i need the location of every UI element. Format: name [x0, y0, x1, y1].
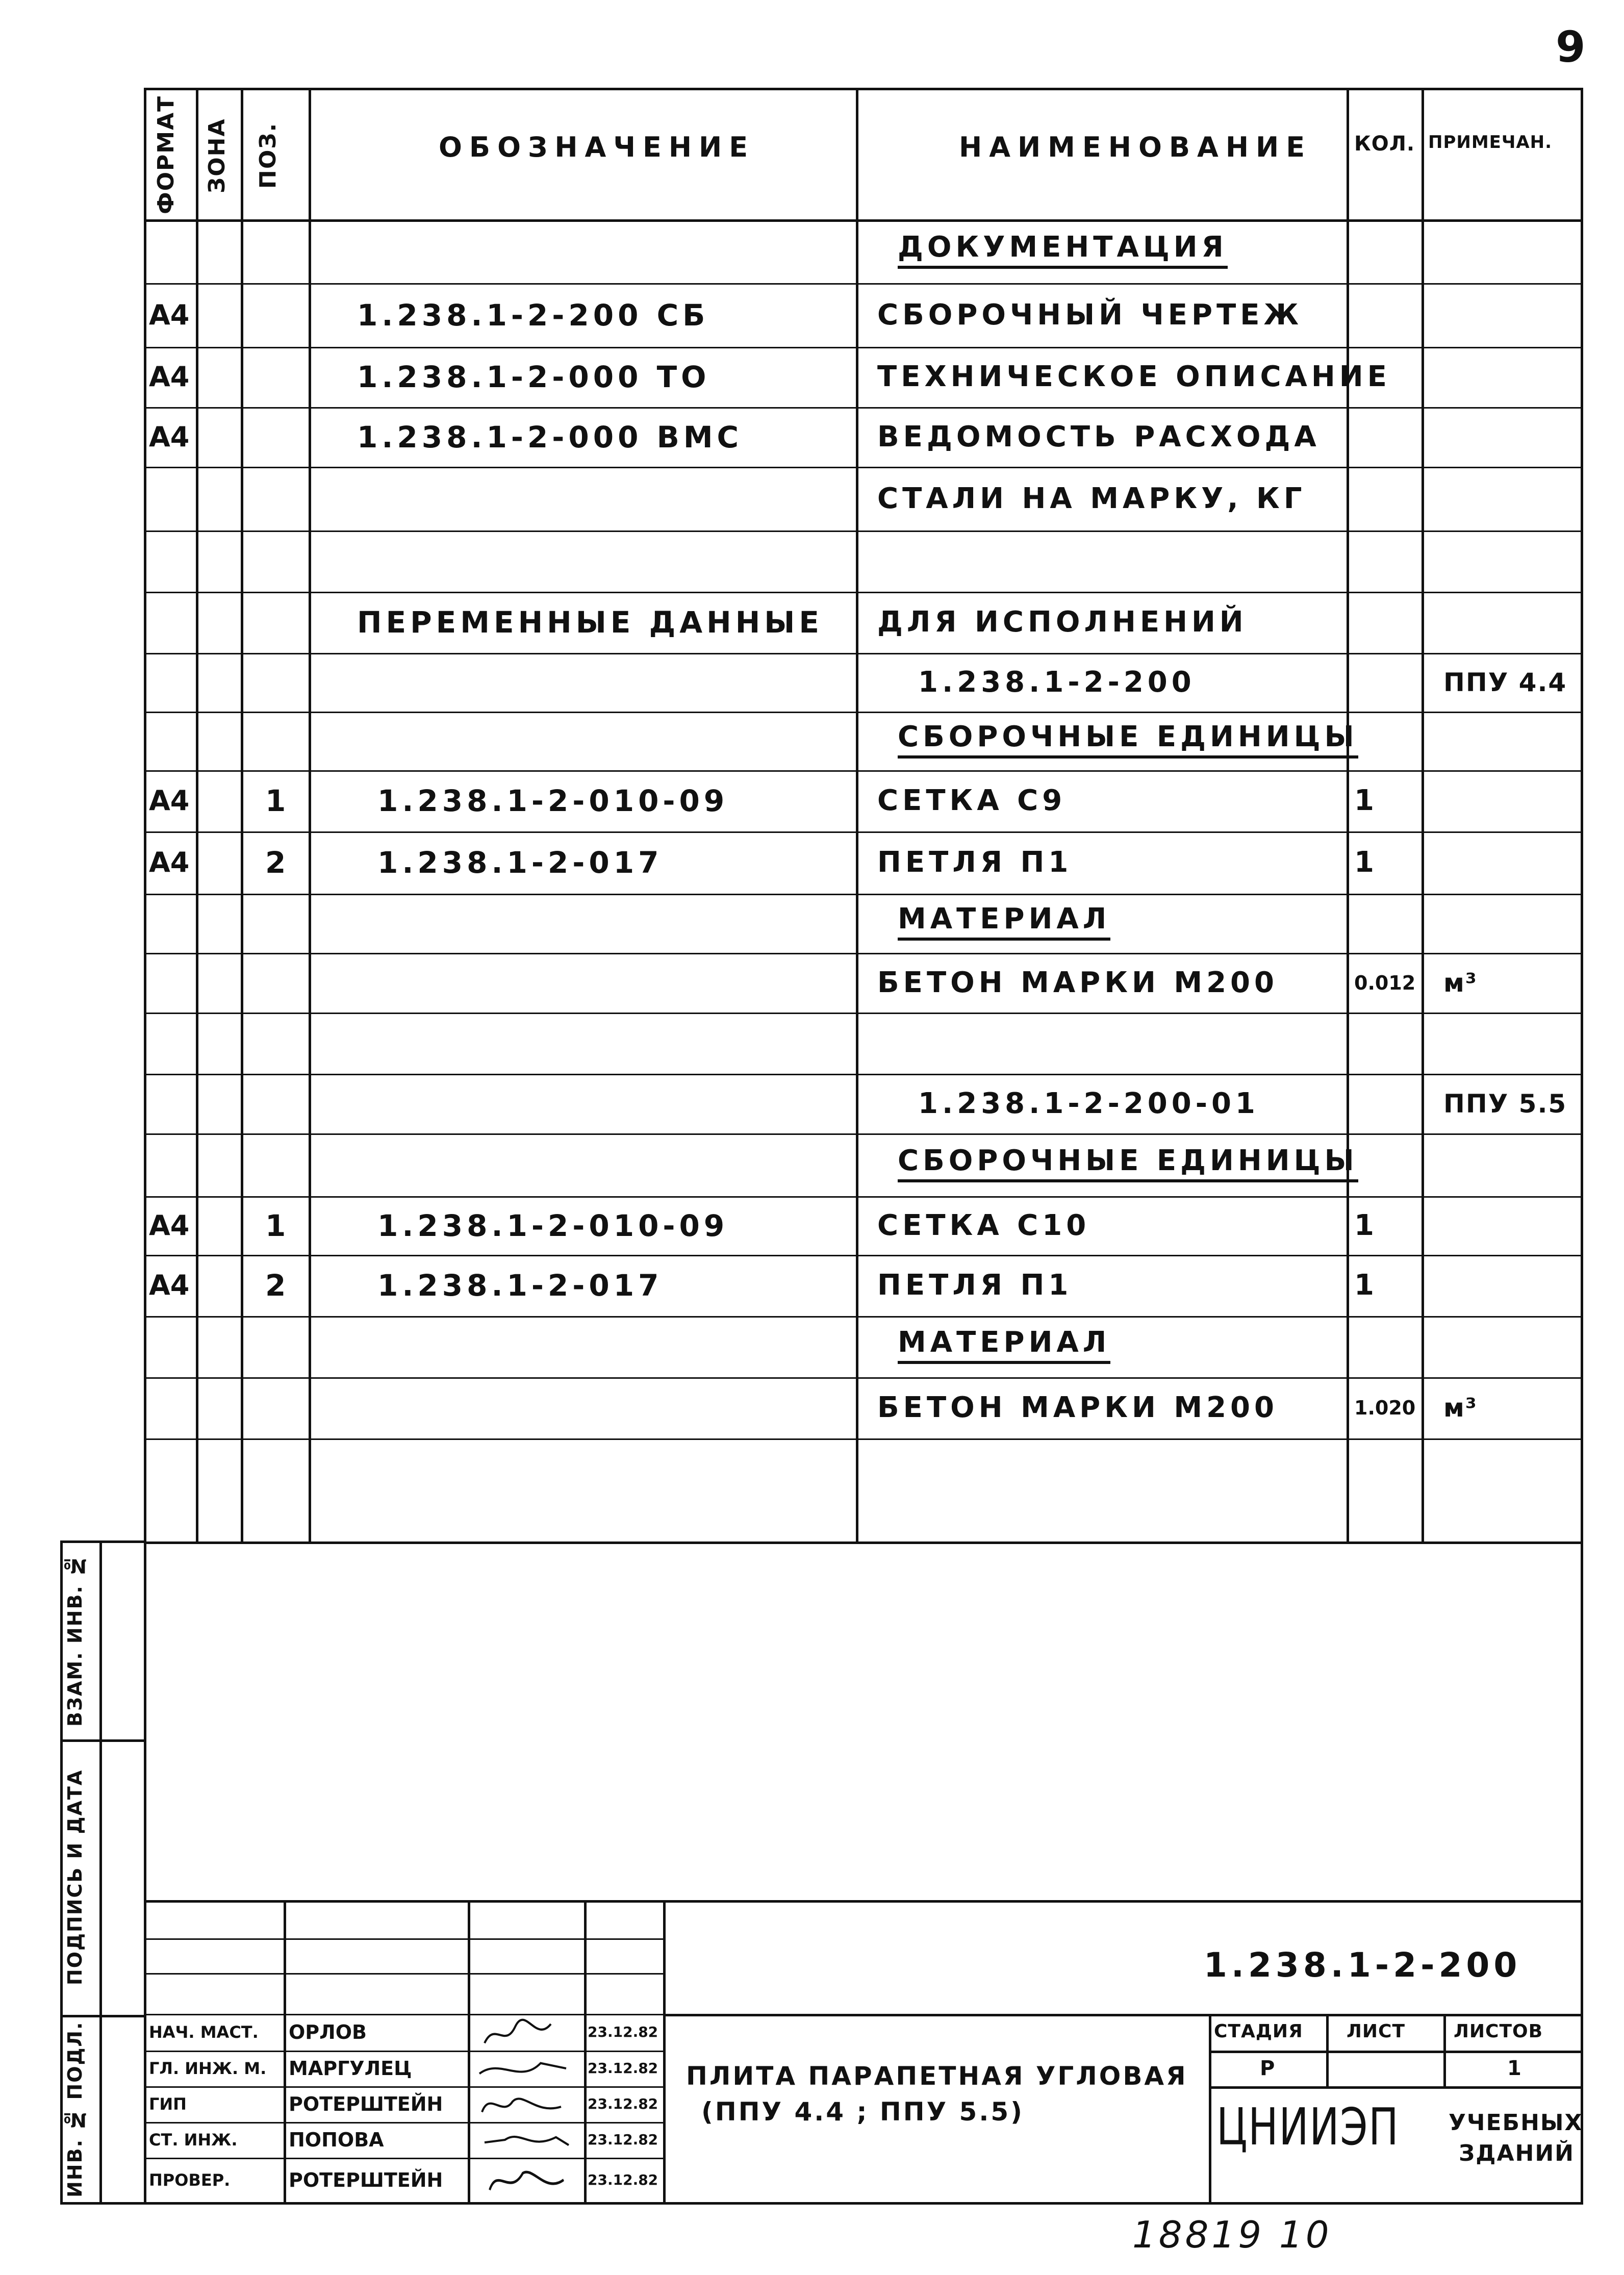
stamp-sign-date: ПОДПИСЬ И ДАТА — [64, 1769, 86, 1985]
name-cell: ВЕДОМОСТЬ РАСХОДА — [877, 420, 1321, 453]
name-cell: МАТЕРИАЛ — [898, 1328, 1110, 1364]
stamp-inv-original: ИНВ. № ПОДЛ. — [64, 2021, 86, 2197]
designation-cell: 1.238.1-2-200 СБ — [357, 297, 709, 333]
name-cell: БЕТОН МАРКИ М200 — [877, 1391, 1278, 1424]
format-cell: А4 — [149, 361, 190, 393]
qty-cell: 1 — [1354, 1208, 1374, 1242]
name-cell: СБОРОЧНЫЙ ЧЕРТЕЖ — [877, 298, 1303, 332]
handwritten-signature — [474, 2124, 576, 2156]
name-cell: ПЕТЛЯ П1 — [877, 846, 1073, 879]
stage-label: СТАДИЯ — [1214, 2021, 1303, 2042]
designation-cell: 1.238.1-2-000 ВМС — [357, 419, 743, 454]
signature-name: РОТЕРШТЕЙН — [289, 2093, 443, 2115]
signature-date: 23.12.82 — [588, 2095, 658, 2112]
signature-name: МАРГУЛЕЦ — [289, 2057, 412, 2080]
stamp-inv-replace: ВЗАМ. ИНВ. № — [64, 1553, 86, 1727]
name-cell: ПЕТЛЯ П1 — [877, 1269, 1073, 1302]
qty-cell: 1 — [1354, 1269, 1374, 1302]
stage-value: Р — [1260, 2057, 1276, 2080]
header-designation: ОБОЗНАЧЕНИЕ — [439, 131, 755, 163]
page-number: 9 — [1556, 22, 1586, 72]
header-format: ФОРМАТ — [153, 95, 179, 214]
title-line-1: ПЛИТА ПАРАПЕТНАЯ УГЛОВАЯ — [686, 2061, 1188, 2091]
qty-cell: 1.020 — [1354, 1397, 1416, 1419]
signature-role: ГИП — [149, 2094, 187, 2114]
signature-date: 23.12.82 — [588, 2060, 658, 2077]
format-cell: А4 — [149, 298, 190, 331]
pos-cell: 2 — [265, 845, 286, 880]
name-cell: МАТЕРИАЛ — [898, 905, 1110, 941]
qty-cell: 0.012 — [1354, 971, 1416, 994]
designation-cell: 1.238.1-2-017 — [377, 845, 663, 880]
name-cell: ДОКУМЕНТАЦИЯ — [898, 233, 1228, 269]
name-cell: СБОРОЧНЫЕ ЕДИНИЦЫ — [898, 723, 1358, 759]
organization-sub-2: ЗДАНИЙ — [1459, 2140, 1575, 2166]
designation-cell: 1.238.1-2-010-09 — [377, 783, 729, 818]
qty-cell: 1 — [1354, 846, 1374, 879]
designation-cell: 1.238.1-2-017 — [377, 1268, 663, 1303]
header-note: ПРИМЕЧАН. — [1428, 132, 1553, 153]
format-cell: А4 — [149, 1209, 190, 1242]
header-pos: ПОЗ. — [255, 122, 281, 189]
name-cell: СЕТКА С9 — [877, 784, 1067, 817]
sheets-label: ЛИСТОВ — [1454, 2021, 1543, 2042]
sheets-value: 1 — [1507, 2057, 1522, 2080]
signature-role: НАЧ. МАСТ. — [149, 2023, 259, 2042]
name-cell: 1.238.1-2-200 — [918, 665, 1196, 699]
organization-sub-1: УЧЕБНЫХ — [1449, 2110, 1583, 2136]
header-zone: ЗОНА — [204, 118, 230, 193]
name-cell: ДЛЯ ИСПОЛНЕНИЙ — [877, 605, 1248, 639]
designation-cell: 1.238.1-2-010-09 — [377, 1208, 729, 1243]
designation-cell: ПЕРЕМЕННЫЕ ДАННЫЕ — [357, 605, 823, 640]
name-cell: СЕТКА С10 — [877, 1208, 1090, 1242]
name-cell: СБОРОЧНЫЕ ЕДИНИЦЫ — [898, 1147, 1358, 1182]
organization-name: ЦНИИЭП — [1216, 2097, 1400, 2157]
name-cell: 1.238.1-2-200-01 — [918, 1086, 1259, 1120]
footer-number: 18819 10 — [1132, 2213, 1332, 2256]
signature-role: СТ. ИНЖ. — [149, 2130, 238, 2150]
sheet-label: ЛИСТ — [1347, 2021, 1406, 2042]
signature-date: 23.12.82 — [588, 2171, 658, 2188]
designation-cell: 1.238.1-2-000 ТО — [357, 360, 711, 394]
signature-name: ОРЛОВ — [289, 2021, 367, 2043]
name-cell: ТЕХНИЧЕСКОЕ ОПИСАНИЕ — [877, 360, 1391, 393]
signature-date: 23.12.82 — [588, 2024, 658, 2040]
format-cell: А4 — [149, 846, 190, 878]
handwritten-signature — [474, 2088, 576, 2120]
note-cell: ППУ 4.4 — [1443, 667, 1567, 697]
signature-name: РОТЕРШТЕЙН — [289, 2168, 443, 2191]
handwritten-signature — [474, 2160, 576, 2200]
format-cell: А4 — [149, 420, 190, 453]
signature-role: ГЛ. ИНЖ. М. — [149, 2059, 267, 2078]
qty-cell: 1 — [1354, 784, 1374, 817]
pos-cell: 1 — [265, 783, 286, 818]
name-cell: СТАЛИ НА МАРКУ, КГ — [877, 482, 1306, 515]
pos-cell: 2 — [265, 1268, 286, 1303]
signature-name: ПОПОВА — [289, 2129, 384, 2151]
header-qty: КОЛ. — [1354, 132, 1415, 156]
format-cell: А4 — [149, 1269, 190, 1301]
signature-date: 23.12.82 — [588, 2131, 658, 2148]
handwritten-signature — [474, 2016, 576, 2049]
pos-cell: 1 — [265, 1208, 286, 1243]
note-cell: м³ — [1443, 968, 1478, 998]
name-cell: БЕТОН МАРКИ М200 — [877, 966, 1278, 999]
format-cell: А4 — [149, 785, 190, 817]
note-cell: м³ — [1443, 1393, 1478, 1423]
title-line-2: (ППУ 4.4 ; ППУ 5.5) — [701, 2097, 1024, 2127]
header-name: НАИМЕНОВАНИЕ — [959, 131, 1312, 163]
note-cell: ППУ 5.5 — [1443, 1089, 1567, 1119]
document-code: 1.238.1-2-200 — [1204, 1945, 1521, 1985]
handwritten-signature — [474, 2053, 576, 2084]
signature-role: ПРОВЕР. — [149, 2170, 231, 2190]
